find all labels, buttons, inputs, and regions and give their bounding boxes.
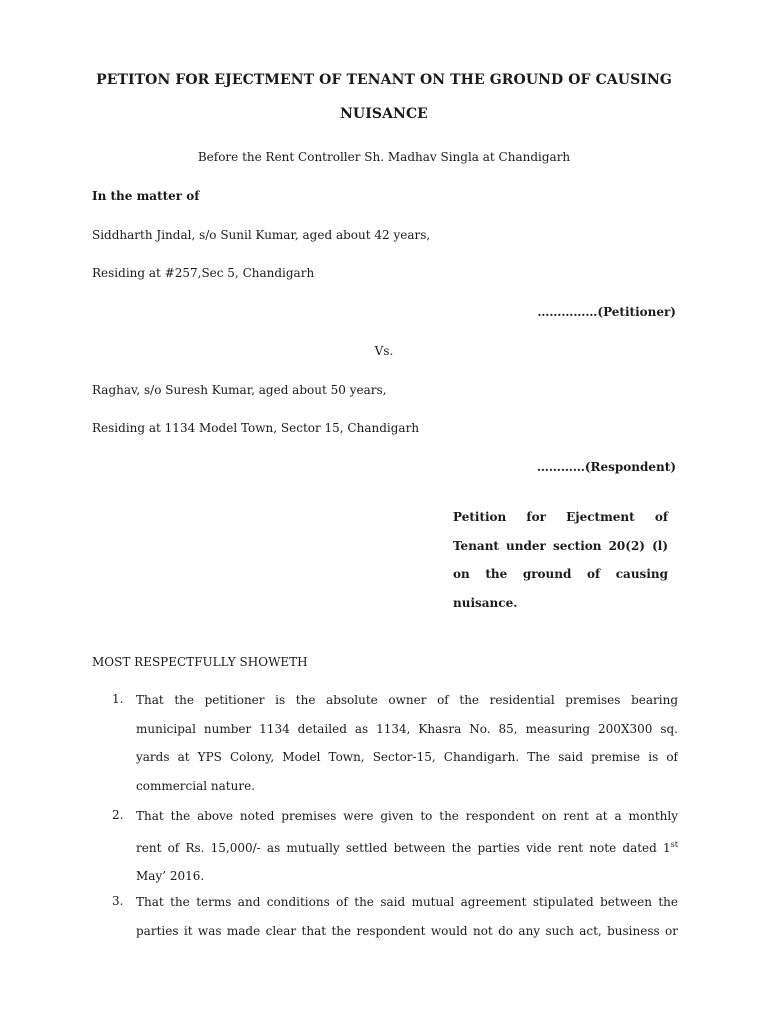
respondent-address: Residing at 1134 Model Town, Sector 15, Chandigarh bbox=[92, 421, 420, 435]
list-item-number: 2. bbox=[112, 808, 124, 822]
list-item-line: parties it was made clear that the respondent would not do any such act, business or bbox=[136, 923, 678, 938]
petition-subject bbox=[453, 503, 668, 617]
petitioner-address: Residing at #257,Sec 5, Chandigarh bbox=[92, 266, 315, 280]
list-item-line: commercial nature. bbox=[136, 778, 255, 793]
list-item-line: That the terms and conditions of the said mutual agreement stipulated between the bbox=[136, 895, 678, 909]
list-item-line: municipal number 1134 detailed as 1134, Khasra No. 85, measuring 200X300 sq. bbox=[136, 721, 678, 736]
list-item-text bbox=[136, 686, 678, 800]
versus-line: Vs. bbox=[374, 344, 394, 358]
subject-line: on the ground of causing bbox=[453, 567, 668, 581]
respondent-label: …………(Respondent) bbox=[536, 460, 676, 474]
document-title-line2: NUISANCE bbox=[340, 106, 428, 122]
petitioner-details: Siddharth Jindal, s/o Sunil Kumar, aged about 42 years, bbox=[92, 228, 431, 242]
list-item-line: yards at YPS Colony, Model Town, Sector-15, Chandigarh. The said premise is of bbox=[136, 750, 678, 764]
respondent-details: Raghav, s/o Suresh Kumar, aged about 50 years, bbox=[92, 383, 387, 397]
list-item-text bbox=[136, 888, 678, 945]
subject-line: nuisance. bbox=[453, 595, 518, 610]
list-item-line-text: rent of Rs. 15,000/- as mutually settled between the parties vide rent note dated 1 bbox=[136, 840, 671, 855]
subject-line: Tenant under section 20(2) (l) bbox=[453, 538, 668, 553]
list-item-line bbox=[136, 831, 678, 863]
court-line: Before the Rent Controller Sh. Madhav Singla at Chandigarh bbox=[197, 150, 571, 164]
list-item-line: That the petitioner is the absolute owner of the residential premises bearing bbox=[136, 693, 678, 707]
document-title-line1: PETITON FOR EJECTMENT OF TENANT ON THE GROUND OF CAUSING bbox=[96, 72, 672, 88]
list-item-line: That the above noted premises were given to the respondent on rent at a monthly bbox=[136, 809, 678, 823]
list-item-line: May’ 2016. bbox=[136, 869, 205, 883]
list-item-number: 3. bbox=[112, 894, 124, 908]
petitioner-label: ……………(Petitioner) bbox=[537, 305, 676, 319]
subject-line: Petition for Ejectment of bbox=[453, 510, 668, 524]
ordinal-suffix: st bbox=[670, 839, 678, 849]
in-matter-heading: In the matter of bbox=[92, 189, 200, 203]
showeth-heading: MOST RESPECTFULLY SHOWETH bbox=[92, 655, 308, 669]
list-item-number: 1. bbox=[112, 692, 124, 706]
list-item-text bbox=[136, 802, 678, 891]
